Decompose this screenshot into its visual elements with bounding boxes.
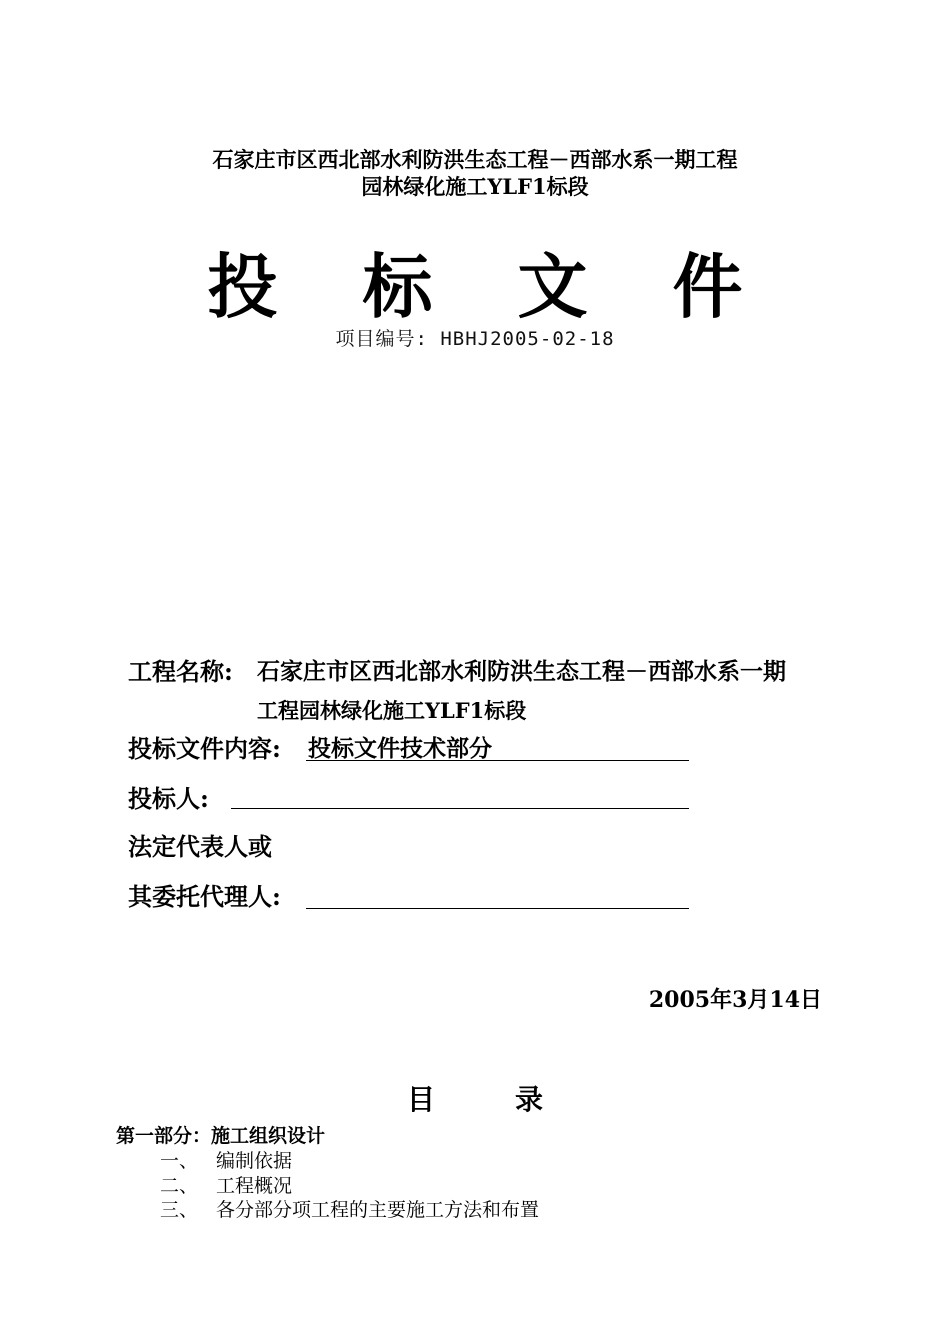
toc-item-label: 工程概况 xyxy=(216,1175,293,1197)
project-code: 项目编号: HBHJ2005-02-18 xyxy=(335,328,615,350)
project-title-line2: 园林绿化施工YLF1标段 xyxy=(361,174,589,199)
toc-item xyxy=(160,1146,292,1173)
bidder-underline xyxy=(231,808,689,809)
title-char: 投 xyxy=(207,245,278,328)
toc-part-1: 第一部分：施工组织设计 xyxy=(116,1125,326,1147)
toc-item-label: 编制依据 xyxy=(216,1150,293,1172)
toc-item-number: 三、 xyxy=(160,1199,199,1221)
title-char: 文 xyxy=(517,245,588,328)
agent-underline xyxy=(306,908,689,909)
project-name-line2: 工程园林绿化施工YLF1标段 xyxy=(257,698,527,723)
bid-content-underline xyxy=(306,760,689,761)
toc-item-number: 一、 xyxy=(160,1150,199,1172)
bid-content-value: 投标文件技术部分 xyxy=(308,735,492,762)
bid-content-label: 投标文件内容: xyxy=(128,734,281,763)
project-title-line1: 石家庄市区西北部水利防洪生态工程－西部水系一期工程 xyxy=(212,147,738,172)
project-name-line1: 石家庄市区西北部水利防洪生态工程－西部水系一期 xyxy=(257,658,786,685)
title-char: 件 xyxy=(672,245,743,328)
toc-item-label: 各分部分项工程的主要施工方法和布置 xyxy=(216,1199,540,1221)
bidder-label: 投标人: xyxy=(128,784,209,813)
toc-title-char: 目 xyxy=(406,1083,435,1116)
legal-rep-label: 法定代表人或 xyxy=(128,832,272,861)
document-date: 2005年3月14日 xyxy=(648,987,822,1013)
toc-item-number: 二、 xyxy=(160,1175,199,1197)
project-name-label: 工程名称: xyxy=(128,657,233,686)
toc-item xyxy=(160,1195,539,1222)
toc-title-char: 录 xyxy=(515,1083,544,1116)
agent-label: 其委托代理人: xyxy=(128,882,281,911)
document-title xyxy=(0,245,950,329)
title-char: 标 xyxy=(362,245,433,328)
toc-item xyxy=(160,1171,292,1198)
toc-title xyxy=(0,1078,950,1118)
